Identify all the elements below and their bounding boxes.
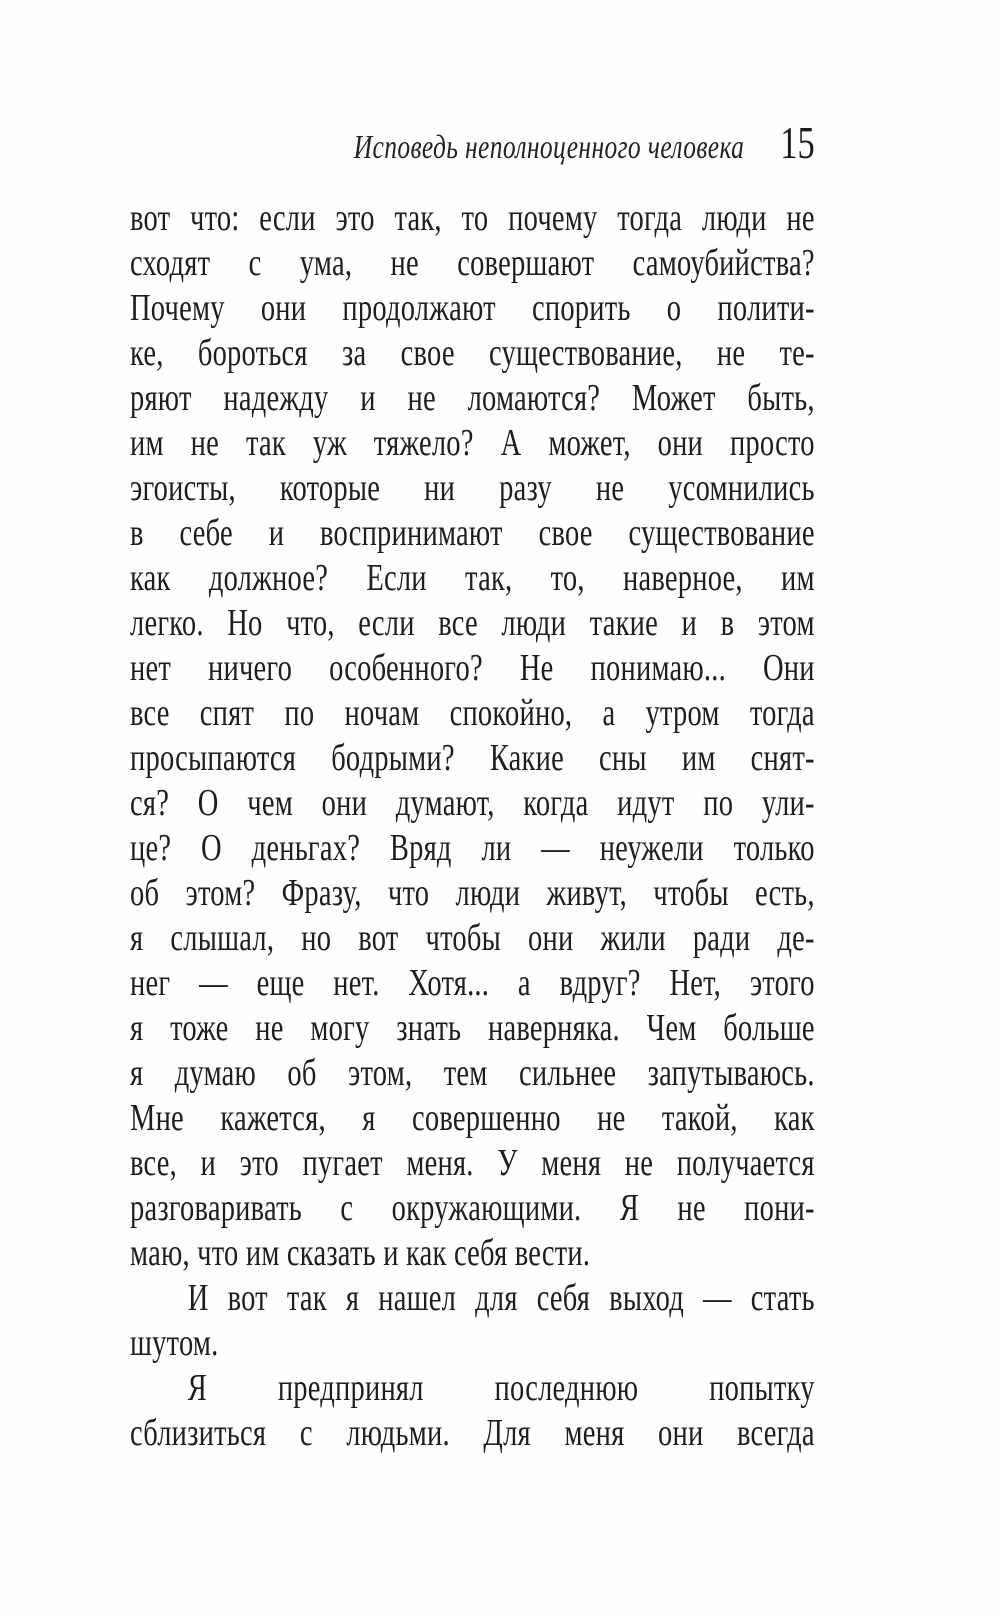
text-line: я думаю об этом, тем сильнее запутываюсь. — [130, 1052, 815, 1094]
text-line: я тоже не могу знать наверняка. Чем больше — [130, 1007, 815, 1049]
text-line: им не так уж тяжело? А может, они просто — [130, 422, 815, 464]
text-line: в себе и воспринимают свое существование — [130, 512, 815, 554]
text-line: нег — еще нет. Хотя... а вдруг? Нет, этого — [130, 962, 815, 1004]
text-line: ся? О чем они думают, когда идут по ули- — [130, 782, 815, 824]
text-line: це? О деньгах? Вряд ли — неужели только — [130, 827, 815, 869]
text-line: ке, бороться за свое существование, не те- — [130, 332, 815, 374]
text-line: Мне кажется, я совершенно не такой, как — [130, 1097, 815, 1139]
text-line: шутом. — [130, 1322, 219, 1364]
running-header — [130, 117, 815, 168]
text-line: разговаривать с окружающими. Я не пони- — [130, 1187, 815, 1229]
text-line: я слышал, но вот чтобы они жили ради де- — [130, 917, 815, 959]
running-title: Исповедь неполноценного человека — [353, 129, 745, 166]
page-text — [130, 196, 815, 1456]
text-line: легко. Но что, если все люди такие и в этом — [130, 602, 815, 644]
text-line: сходят с ума, не совершают самоубийства? — [130, 242, 815, 284]
text-line: об этом? Фразу, что люди живут, чтобы есть, — [130, 872, 815, 914]
page-number: 15 — [780, 117, 815, 168]
text-line: Я предпринял последнюю попытку — [187, 1367, 815, 1409]
text-line: как должное? Если так, то, наверное, им — [130, 557, 815, 599]
text-line: нет ничего особенного? Не понимаю... Они — [130, 647, 815, 689]
text-line: сблизиться с людьми. Для меня они всегда — [130, 1412, 815, 1454]
text-line: просыпаются бодрыми? Какие сны им снят- — [130, 737, 815, 779]
text-line: эгоисты, которые ни разу не усомнились — [130, 467, 815, 509]
text-line: Почему они продолжают спорить о полити- — [130, 287, 815, 329]
text-line: все, и это пугает меня. У меня не получается — [130, 1142, 815, 1184]
text-line: И вот так я нашел для себя выход — стать — [187, 1277, 815, 1319]
text-line: ряют надежду и не ломаются? Может быть, — [130, 377, 815, 419]
text-line: вот что: если это так, то почему тогда люди не — [130, 197, 815, 239]
text-line: все спят по ночам спокойно, а утром тогда — [130, 692, 815, 734]
text-line: маю, что им сказать и как себя вести. — [130, 1232, 591, 1274]
